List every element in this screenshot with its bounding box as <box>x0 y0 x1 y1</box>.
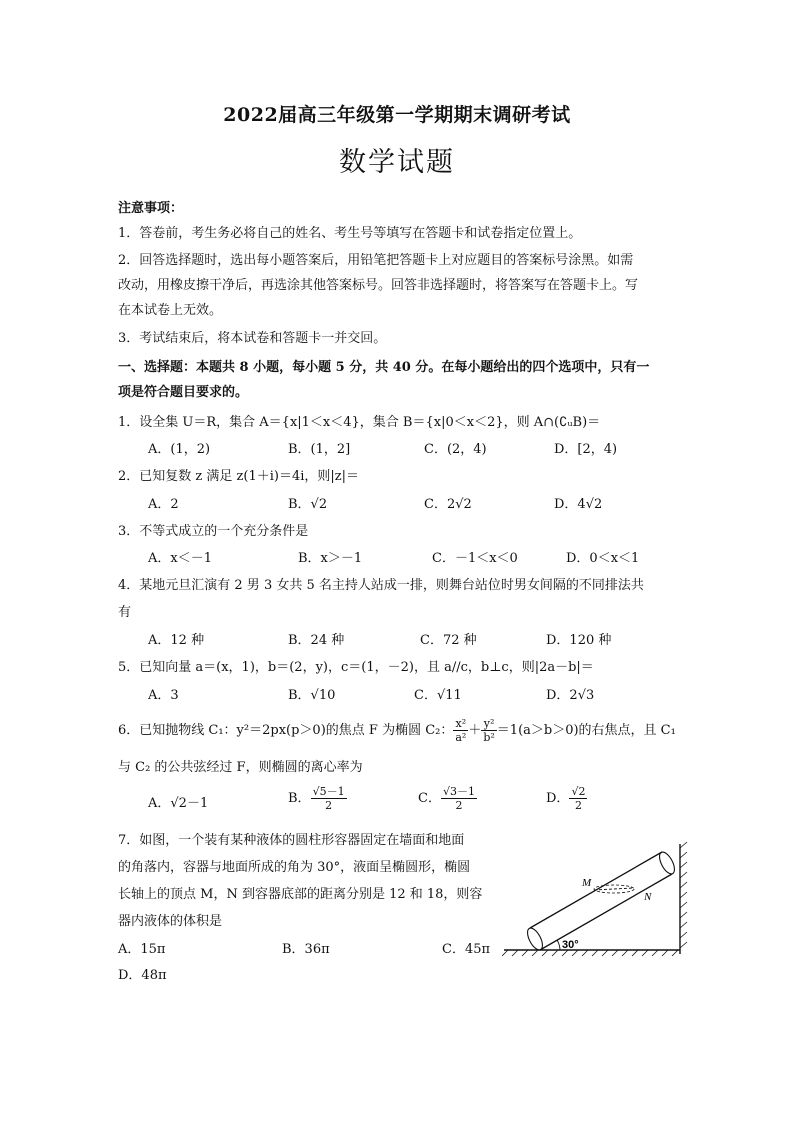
option-c: C．72 种 <box>420 633 477 648</box>
label-m: M <box>582 877 592 889</box>
option-b: B．√2 <box>288 497 328 512</box>
question-3-options <box>148 550 708 568</box>
option-d: D．4√2 <box>554 497 603 512</box>
section-heading: 一、选择题：本题共 8 小题，每小题 5 分，共 40 分。在每小题给出的四个选项中，只有一 <box>118 360 650 375</box>
note-line: 改动，用橡皮擦干净后，再选涂其他答案标号。回答非选择题时，将答案写在答题卡上。写 <box>118 278 639 293</box>
option-a: A．x＜－1 <box>148 551 212 566</box>
question-5-options <box>148 687 708 705</box>
angle-arc <box>557 940 560 950</box>
question-1-options <box>148 441 708 459</box>
option-b: B． $\frac{√5-1}{2}$ <box>288 785 345 812</box>
option-c: C．45π <box>442 942 491 957</box>
cylinder-container-figure <box>502 838 688 960</box>
label-angle: 30° <box>562 939 579 951</box>
option-a: A．15π <box>118 942 166 957</box>
option-a: A．(1，2) <box>148 442 211 457</box>
question-6-options <box>148 785 708 813</box>
option-d: D．48π <box>118 968 167 983</box>
question-7-stem-cont: 器内液体的体积是 <box>118 914 223 929</box>
notes-heading: 注意事项： <box>118 201 184 216</box>
ground-hatching <box>502 950 678 956</box>
option-b: B．(1，2] <box>288 442 351 457</box>
label-n: N <box>644 891 652 903</box>
cylinder-bottom-end <box>525 926 546 952</box>
note-line: 2．回答选择题时，选出每小题答案后，用铅笔把答题卡上对应题目的答案标号涂黑。如需 <box>118 253 634 268</box>
fraction-y2-b2: $\frac{\text{y²}}{\text{b²}}$ <box>483 717 495 744</box>
question-4-stem-cont: 有 <box>118 605 132 620</box>
question-2-stem: 2．已知复数 z 满足 z(1＋i)＝4i，则|z|＝ <box>118 469 359 484</box>
question-6-stem-start: 6．已知抛物线 C₁：y²＝2px(p＞0)的焦点 F 为椭圆 C₂： <box>118 723 454 738</box>
option-a: A．12 种 <box>148 633 205 648</box>
option-b: B．√10 <box>288 688 336 703</box>
option-d: D．2√3 <box>546 688 595 703</box>
note-line: 1．答卷前，考生务必将自己的姓名、考生号等填写在答题卡和试卷指定位置上。 <box>118 226 582 241</box>
fraction-x2-a2: $\frac{\text{x²}}{\text{a²}}$ <box>455 717 467 744</box>
question-3-stem: 3．不等式成立的一个充分条件是 <box>118 524 309 539</box>
option-a: A．2 <box>148 497 179 512</box>
exam-title: 2022届高三年级第一学期期末调研考试 <box>223 104 571 126</box>
question-7-stem-cont: 长轴上的顶点 M，N 到容器底部的距离分别是 12 和 18，则容 <box>118 887 483 902</box>
question-6-stem: 6．已知抛物线 C₁：y²＝2px(p＞0)的焦点 F 为椭圆 C₂： $\frac{\text{x²}}{\text{a²}}$ ＋ $\frac{\text{y²}}{\text{b²}}$ ＝1(a＞b＞0)的右焦点，且 C₁ <box>118 717 676 744</box>
option-c: C．√11 <box>414 688 462 703</box>
option-a: A．3 <box>148 688 179 703</box>
option-c: C． $\frac{√3-1}{2}$ <box>418 785 475 812</box>
question-7-stem: 7．如图，一个装有某种液体的圆柱形容器固定在墙面和地面 <box>118 833 465 848</box>
option-c: C．－1＜x＜0 <box>432 551 518 566</box>
question-4-stem: 4．某地元旦汇演有 2 男 3 女共 5 名主持人站成一排，则舞台站位时男女间隔的不同排法共 <box>118 578 644 593</box>
question-7-stem-cont: 的角落内，容器与地面所成的角为 30°，液面呈椭圆形，椭圆 <box>118 860 471 875</box>
question-6-stem-end: ＝1(a＞b＞0)的右焦点，且 C₁ <box>496 723 676 738</box>
option-d: D． $\frac{√2}{2}$ <box>546 785 586 812</box>
option-c: C．(2，4) <box>424 442 487 457</box>
section-heading-cont: 项是符合题目要求的。 <box>118 385 249 400</box>
note-line: 在本试卷上无效。 <box>118 303 223 318</box>
option-a: A．√2－1 <box>148 796 209 811</box>
cylinder-top-end <box>657 850 678 876</box>
exam-subtitle: 数学试题 <box>339 147 455 178</box>
question-4-options <box>148 632 708 650</box>
option-c: C．2√2 <box>424 497 472 512</box>
option-d: D．120 种 <box>546 633 612 648</box>
question-1-stem: 1．设全集 U＝R，集合 A＝{x|1＜x＜4}，集合 B＝{x|0＜x＜2}，则 A∩(∁ᵤB)＝ <box>118 415 601 430</box>
question-5-stem: 5．已知向量 a＝(x，1)，b＝(2，y)，c＝(1，－2)，且 a//c，b⊥c，则|2a－b|＝ <box>118 660 594 675</box>
option-b: B．x＞－1 <box>298 551 363 566</box>
option-d: D．[2，4) <box>554 442 618 457</box>
option-d: D．0＜x＜1 <box>566 551 640 566</box>
note-line: 3．考试结束后，将本试卷和答题卡一并交回。 <box>118 331 387 346</box>
wall-hatching <box>680 842 687 948</box>
cylinder-bottom-edge <box>540 874 672 950</box>
option-b: B．36π <box>282 942 330 957</box>
question-2-options <box>148 496 708 514</box>
option-b: B．24 种 <box>288 633 345 648</box>
question-6-stem-cont: 与 C₂ 的公共弦经过 F，则椭圆的离心率为 <box>118 760 363 775</box>
